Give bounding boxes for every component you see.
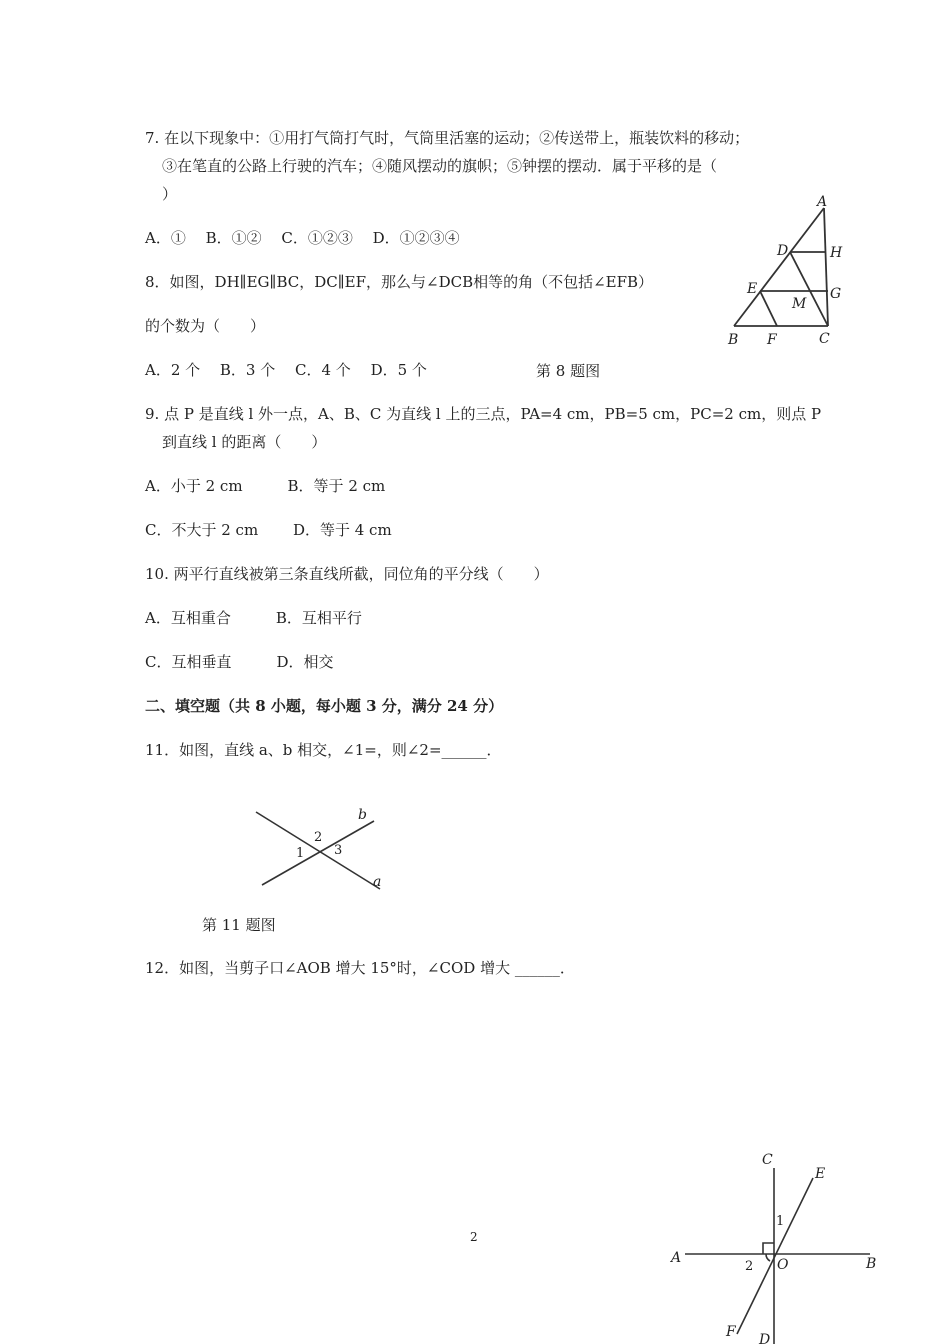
q10-options-cd: C．互相垂直 D．相交 [145, 653, 334, 671]
q8-figure [720, 190, 860, 350]
angle-2: 2 [314, 830, 323, 845]
label-a: a [373, 874, 382, 890]
q11-line1: 11．如图，直线 a、b 相交，∠1=，则∠2=______． [145, 741, 502, 759]
line-ef [737, 1178, 813, 1334]
label-A: A [671, 1250, 682, 1266]
label-F: F [767, 332, 777, 348]
q9-options-cd: C．不大于 2 cm D．等于 4 cm [145, 521, 392, 539]
q10-options-ab: A．互相重合 B．互相平行 [145, 609, 362, 627]
angle-2-arc [766, 1254, 770, 1261]
seg-dc [790, 252, 828, 326]
q11-caption: 第 11 题图 [202, 916, 276, 934]
label-C: C [819, 331, 830, 347]
q8-options: A．2 个 B．3 个 C．4 个 D．5 个 [145, 361, 427, 379]
q11-figure [250, 800, 390, 895]
q7-line3: ） [162, 185, 178, 203]
q12-figure [665, 1148, 890, 1344]
q8-caption: 第 8 题图 [536, 362, 601, 380]
label-M: M [792, 296, 807, 312]
label-B: B [728, 332, 739, 348]
q7-options: A．① B．①② C．①②③ D．①②③④ [145, 229, 460, 247]
label-C: C [762, 1152, 773, 1168]
label-H: H [830, 245, 843, 261]
label-b: b [358, 807, 367, 823]
seg-ac [824, 208, 828, 326]
q8-line2: 的个数为（ ） [145, 317, 266, 335]
label-G: G [830, 286, 842, 302]
label-E: E [815, 1166, 826, 1182]
q8-line1: 8．如图，DH∥EG∥BC，DC∥EF，那么与∠DCB相等的角（不包括∠EFB） [145, 273, 654, 291]
label-B: B [866, 1256, 877, 1272]
q10-line1: 10. 两平行直线被第三条直线所截，同位角的平分线（ ） [145, 565, 549, 583]
label-F: F [726, 1324, 736, 1340]
label-E: E [747, 281, 758, 297]
label-O: O [777, 1257, 789, 1273]
seg-ef [760, 291, 777, 326]
right-angle-mark [763, 1243, 774, 1254]
angle-1: 1 [296, 846, 305, 861]
label-D: D [777, 243, 789, 259]
angle-2: 2 [745, 1259, 754, 1274]
page-number: 2 [470, 1230, 478, 1244]
q12-line1: 12．如图，当剪子口∠AOB 增大 15°时，∠COD 增大 ______． [145, 959, 575, 977]
label-D: D [759, 1332, 771, 1344]
label-A: A [817, 194, 828, 210]
angle-1: 1 [776, 1214, 785, 1229]
q7-line2: ③在笔直的公路上行驶的汽车；④随风摆动的旗帜；⑤钟摆的摆动．属于平移的是（ [162, 157, 718, 175]
q9-line2: 到直线 l 的距离（ ） [162, 433, 327, 451]
q9-options-ab: A．小于 2 cm B．等于 2 cm [145, 477, 386, 495]
angle-3: 3 [334, 843, 343, 858]
section2-title: 二、填空题（共 8 小题，每小题 3 分，满分 24 分） [145, 697, 504, 715]
seg-ab [734, 208, 824, 326]
q9-line1: 9. 点 P 是直线 l 外一点，A、B、C 为直线 l 上的三点，PA=4 cm，PB=5 cm，PC=2 cm，则点 P [145, 405, 822, 423]
q7-line1: 7. 在以下现象中：①用打气筒打气时，气筒里活塞的运动；②传送带上，瓶装饮料的移动； [145, 129, 750, 147]
